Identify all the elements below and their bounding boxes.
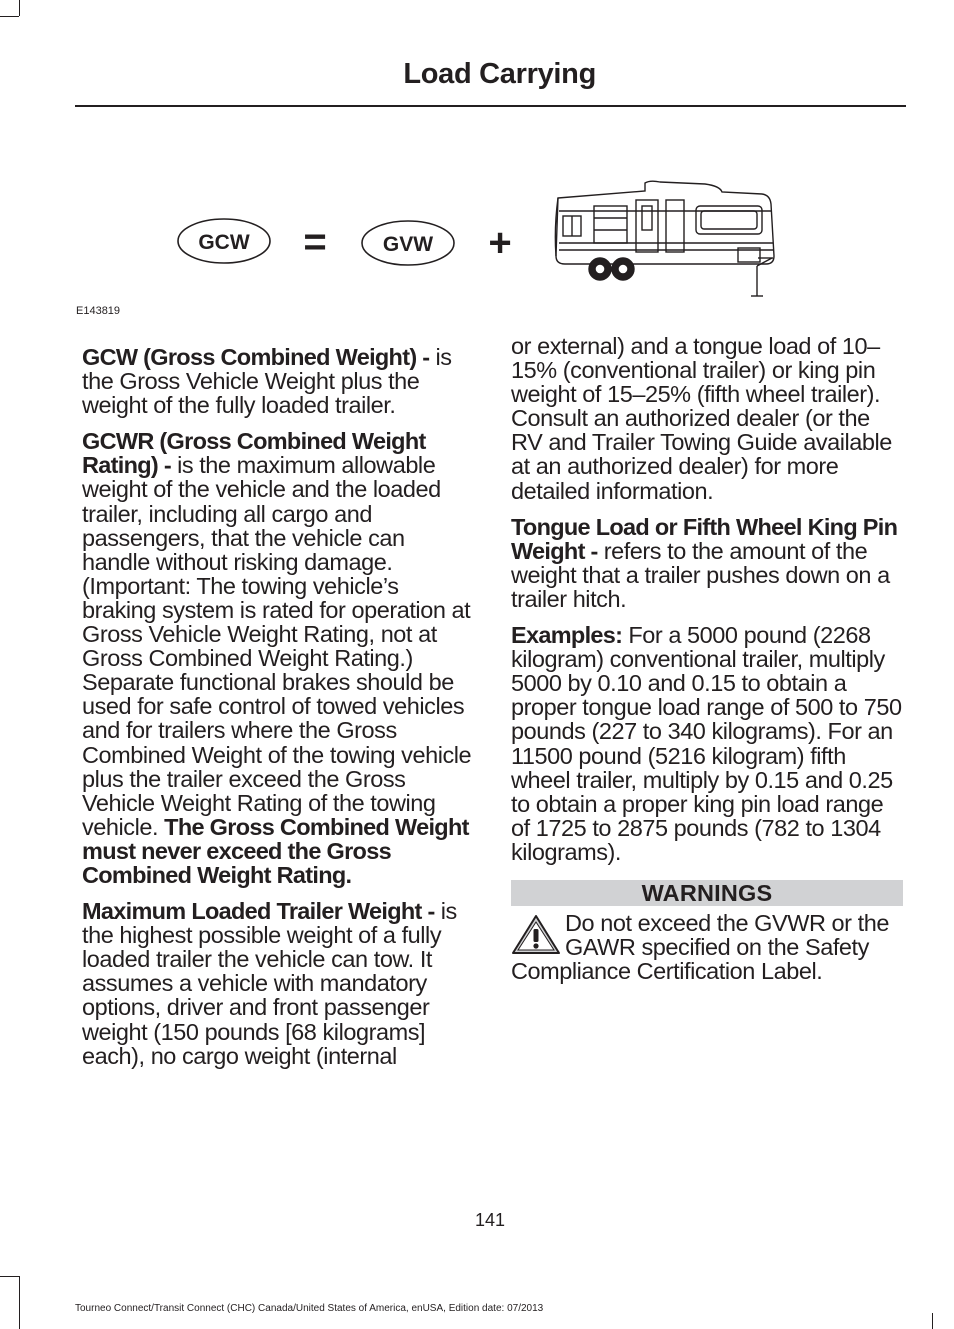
max-trailer-definition [82,899,474,1068]
gcw-term: GCW (Gross Combined Weight) - [82,344,430,370]
gcw-text: is the Gross Vehicle Weight plus the weight of the fully loaded trailer. [82,344,452,419]
warning-block [511,911,903,983]
examples-term: Examples: [511,622,623,649]
examples-text: For a 5000 pound (2268 kilogram) conventional trailer, multiply 5000 by 0.10 and 0.15 to obtain a proper tongue load range of 500 to 750 pounds (227 to 340 kilograms). For an 11500 pound (5216 kilogram) fifth wheel trailer, multiply by 0.15 and 0.25 to obtain a proper king pin load range of 1725 to 2875 pounds (782 to 1304 kilograms). [511,622,902,865]
warnings-heading: WARNINGS [511,880,903,906]
gcw-definition [82,345,474,417]
plus-sign: + [488,221,512,265]
left-column [82,345,474,1080]
page-number: 141 [474,1210,506,1230]
gcwr-term: GCWR (Gross Combined Weight Rating) - [82,428,426,479]
warning-triangle-icon [511,913,561,955]
tongue-term: Tongue Load or Fifth Wheel King Pin Weight - [511,513,898,564]
max-trailer-text: is the highest possible weight of a fully loaded trailer the vehicle can tow. It assumes a vehicle with mandatory options, driver and front passenger weight (150 pounds [68 kilograms] each), no cargo weight (internal [82,898,457,1069]
gcwr-text: is the maximum allowable weight of the vehicle and the loaded trailer, including all cargo and passengers, that the vehicle can handle without risking damage. (Important: The towing vehicle’s braking system is rated for operation at Gross Vehicle Weight Rating, not at Gross Combined Weight Rating.) Separate functional brakes should be used for safe control of towed vehicles and for trailers where the Gross Combined Weight of the towing vehicle plus the trailer exceed the Gross Vehicle Weight Rating of the towing vehicle. [82,452,472,840]
figure-id: E143819 [76,305,121,317]
crop-mark [19,1276,20,1329]
gcw-label: GCW [198,231,250,254]
gcwr-emphasis: The Gross Combined Weight must never exceed the Gross Combined Weight Rating. [82,813,469,888]
title-rule [75,105,906,107]
crop-mark [0,1276,19,1277]
gcw-equation-figure [170,178,790,303]
gcwr-definition [82,429,474,887]
warning-text: Do not exceed the GVWR or the GAWR specified on the Safety Compliance Certification Label. [511,909,889,985]
tongue-definition [511,515,903,611]
travel-trailer-icon [555,181,774,296]
continuation-paragraph: or external) and a tongue load of 10–15% (conventional trailer) or king pin weight of 15–25% (fifth wheel trailer). Consult an authorized dealer (or the RV and Trailer Towing Guide available at an authorized dealer) for more detailed information. [511,333,892,504]
max-trailer-term: Maximum Loaded Trailer Weight - [82,898,435,925]
tongue-text: refers to the amount of the weight that a trailer pushes down on a trailer hitch. [511,537,890,612]
crop-mark [0,16,19,17]
crop-mark [932,1313,933,1329]
right-column [511,334,903,983]
crop-mark [19,0,20,16]
examples-paragraph [511,623,903,864]
equals-sign: = [303,220,327,264]
edition-footer: Tourneo Connect/Transit Connect (CHC) Canada/United States of America, enUSA, Edition date: 07/2013 [75,1303,544,1314]
page-title: Load Carrying [403,58,596,90]
gvw-label: GVW [382,233,434,256]
